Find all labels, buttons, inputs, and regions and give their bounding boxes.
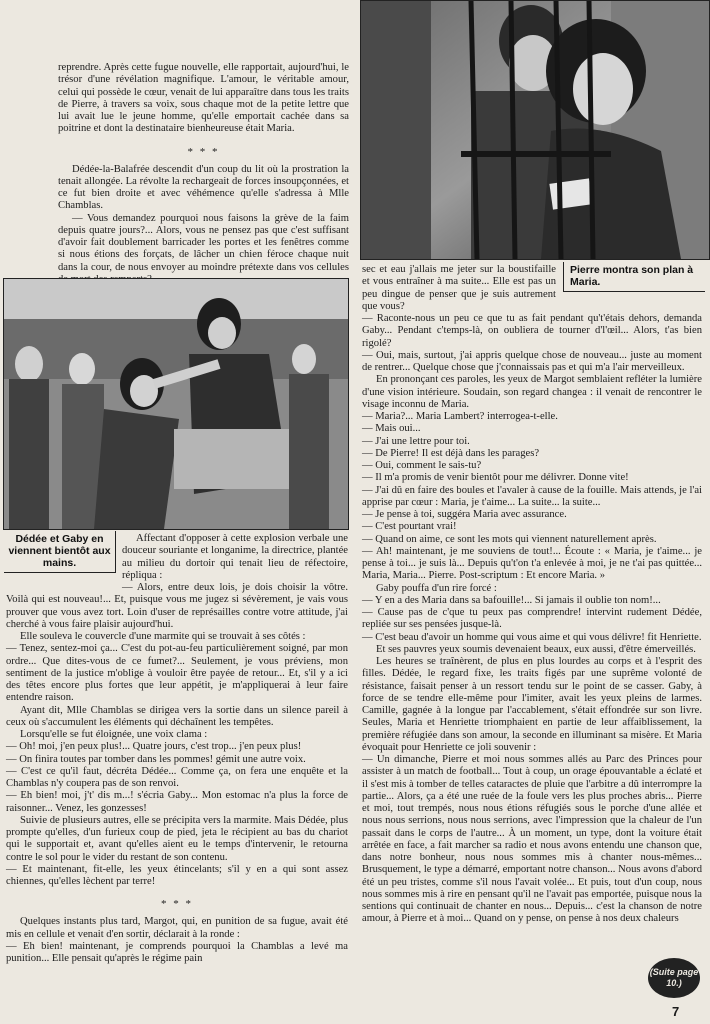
right-paragraph-15: Gaby pouffa d'un rire forcé : — [376, 582, 497, 594]
right-paragraph-9: — Il m'a promis de venir bientôt pour me délivrer. Donne vite! — [362, 472, 629, 484]
right-paragraph-18: — C'est beau d'avoir un homme qui vous aime et qui vous délivre! fit Henriette. — [362, 631, 702, 643]
caption-pierre-maria-text: Pierre montra son plan à Maria. — [563, 262, 705, 292]
right-paragraph-4: — Maria?... Maria Lambert? interrogea-t-elle. — [362, 411, 558, 422]
right-paragraph-7: — De Pierre! Il est déjà dans les parages? — [362, 447, 540, 459]
left-paragraph-7: — On finira toutes par tomber dans les pommes! gémit une autre voix. — [6, 753, 306, 765]
right-paragraph-20: Les heures se traînèrent, de plus en plus lourdes au corps et à l'esprit des filles. Dédée, le regard fixe, les traits figés par une suprême volonté de résistance, faisait penser à un ressort tendu sur le point de se casser. Gaby, à force de se tendre elle-même pour l'imiter, avait les yeux pleins de larmes. Camille, gagnée à la longue par l'accablement, s'était effondrée sur son livre. Seules, Maria et Henriette triomphaient en partie de leur affaiblissement, la première réfugiée dans son amour, la seconde en illuminant sa misère. Et Maria évoquait pour Henriette ce joli souvenir : — [362, 656, 702, 753]
right-paragraph-8: — Oui, comment le sais-tu? — [362, 460, 482, 471]
left-paragraph-0: Affectant d'opposer à cette explosion verbale une douceur souriante et longanime, la directrice, plantée au milieu du dortoir qui tenait lieu de réfectoire, répliqua : — [122, 533, 348, 581]
right-paragraph-2: — Oui, mais, surtout, j'ai appris quelque chose de nouveau... juste au moment de rentrer... Quelque chose que j'connaissais pas et qui m'a l'air merveilleux. — [362, 349, 702, 373]
caption-right-float-spacer — [556, 264, 702, 304]
caption-dedee-gaby-text: Dédée et Gaby en viennent bientôt aux mains. — [4, 531, 116, 573]
right-paragraph-6: — J'ai une lettre pour toi. — [362, 435, 470, 447]
left-paragraph-2: Elle souleva le couvercle d'une marmite qui se trouvait à ses côtés : — [20, 631, 306, 642]
page-number: 7 — [672, 1004, 680, 1019]
right-paragraph-3: En prononçant ces paroles, les yeux de Margot semblaient refléter la lumière d'une vision intérieure. Soudain, son regard changea : il venait de rencontrer le visage inconnu de Maria. — [362, 374, 702, 410]
lower-left-column — [6, 533, 348, 973]
dedee-paragraph-1: Dédée-la-Balafrée descendit d'un coup du lit où la prostration la tenait allongée. La révolte la rechargeait de forces insoupçonnées, et ce fut bien droite et avec véhémence qu'elle s'adressa à Mlle Chamblas. — [58, 163, 349, 212]
continued-badge — [648, 958, 700, 998]
continued-badge-text: (Suite page 10.) — [649, 967, 699, 988]
right-paragraph-5: — Mais oui... — [362, 423, 421, 435]
top-left-column — [58, 62, 349, 273]
left-paragraph-8: — C'est ce qu'il faut, décréta Dédée... Comme ça, on fera une enquête et la Chamblas n'y coupera pas de son renvoi. — [6, 765, 348, 789]
left-paragraph-9: — Eh bien! moi, j't' dis m...! s'écria Gaby... Mon estomac n'a plus la force de raisonner... Venez, les gonzesses! — [6, 790, 348, 814]
right-paragraph-16: — Y en a des Maria dans sa bafouille!... Si jamais il oublie ton nom!... — [362, 594, 661, 606]
right-paragraph-21: — Un dimanche, Pierre et moi nous sommes allés au Parc des Princes pour assister à un match de football... Tout à coup, un orage épouvantable a éclaté et il s'est mis à tomber de telles cataractes de pluie que l'arbitre a dû interrompre la partie... Alors, ça a été une ruée de la foule vers les plus proches abris... Pierre et moi, tout trempés, nous nous étions réfugiés sous le porche d'une allée et nous nous serrions, nous nous serrions, avec l'impression que la chaleur de l'un passait dans le corps de l'autre... À un moment, un type, dont la voiture était arrêtée en face, a fait marcher sa radio et nous avons entendu une chanson que, dans notre bonheur, nous nous sommes mis à chanter nous-mêmes... Brusquement, le type a démarré, emportant notre chanson... Nous avons d'abord été un peu tristes, comme s'il nous l'avait volée... Et puis, tout d'un coup, nous nous sommes mis à rire en pensant qu'il ne l'avait pas emportée, puisque nous la sentions qui continuait de chanter en nous... Depuis... c'est la chanson de notre amour, à Pierre et à moi... Quand on y pense, on pense à nos deux chaleurs — [362, 754, 702, 925]
right-paragraph-10: — J'ai dû en faire des boules et l'avaler à cause de la fouille. Mais attends, je l'ai apprise par cœur : Maria, je t'aime... La suite... la suite... — [362, 484, 702, 508]
photo-pierre-maria — [360, 0, 710, 260]
right-column — [362, 264, 702, 1014]
photo-dedee-gaby — [3, 278, 349, 530]
margot-paragraph-1: Quelques instants plus tard, Margot, qui, en punition de sa fugue, avait été mis en cellule et venait d'en sortir, déclarait à la ronde : — [6, 916, 348, 940]
right-paragraph-1: — Raconte-nous un peu ce que tu as fait pendant qu't'étais dehors, demanda Gaby... Pendant c'temps-là, on oubliera de tourner d'l'œil... Alors, t'as bien rigolé? — [362, 313, 702, 349]
margot-paragraph-2: — Eh bien! maintenant, je comprends pourquoi la Chamblas a levé ma punition... Elle pensait qu'après le régime pain — [6, 940, 348, 964]
intro-paragraph: reprendre. Après cette fugue nouvelle, elle rapportait, aujourd'hui, le trésor d'une révélation magnifique. L'amour, le véritable amour, celui qui possède le cœur, venait de lui apparaître dans tous les traits de Pierre, à travers sa voix, sous chaque mot de la petite lettre que lui avait lue le jeune homme, qu'elle emportait cachée dans sa poitrine et dont la destinataire bienheureuse était Maria. — [58, 62, 349, 135]
left-paragraph-5: Lorsqu'elle se fut éloignée, une voix clama : — [20, 729, 208, 740]
left-paragraph-6: — Oh! moi, j'en peux plus!... Quatre jours, c'est trop... j'en peux plus! — [6, 741, 302, 753]
right-paragraph-12: — C'est pourtant vrai! — [362, 521, 457, 533]
right-paragraph-11: — Je pense à toi, suggéra Maria avec assurance. — [362, 509, 567, 520]
right-paragraph-17: — Cause pas de c'que tu peux pas comprendre! intervint rudement Dédée, repliée sur ses pensées jusque-là. — [362, 607, 702, 631]
right-paragraph-14: — Ah! maintenant, je me souviens de tout!... Écoute : « Maria, je t'aime... je pense à toi... je suis là... Depuis qu't'on t'a enlevée à moi, je ne t'ai pas quittée... Maria, Maria... Pierre. Post-scriptum : Et encore Maria. » — [362, 545, 702, 582]
right-paragraph-13: — Quand on aime, ce sont les mots qui viennent naturellement après. — [362, 533, 657, 545]
left-paragraph-11: — Et maintenant, fit-elle, les yeux étincelants; s'il y en a qui sont assez chiennes, qu'elles lèchent par terre! — [6, 863, 348, 887]
right-paragraph-19: Et ses pauvres yeux soumis devenaient beaux, eux aussi, d'être émerveillés. — [376, 643, 696, 655]
right-paragraph-0: sec et eau j'allais me jeter sur la boustifaille et vous entraîner à ma suite... Elle est pas un peu dingue de penser que je suis autrement que vous? — [362, 264, 556, 312]
left-paragraph-3: — Tenez, sentez-moi ça... C'est du pot-au-feu particulièrement soigné, par mon ordre... Que dites-vous de ce fumet?... Seulement, je vous préviens, mon sentiment de la justice m'oblige à vouloir être payée de retour... Et, s'il y a ici des têtes encore plus fortes que leur appétit, je m'appliquerai à leur faire entendre raison. — [6, 643, 348, 704]
photo-pierre-maria-image — [361, 1, 709, 259]
section-separator-2: * * * — [161, 898, 193, 911]
caption-float-spacer — [6, 533, 122, 583]
left-paragraph-1: — Alors, entre deux lois, je dois choisir la vôtre. Voilà qui est nouveau!... Et, puisque vous me jugez si sévèrement, je vais vous prouver que vous avez tort. Loin d'user de représailles contre votre attitude, j'ai cherché à vous faire plaisir aujourd'hui. — [6, 582, 348, 630]
photo-dedee-gaby-image — [4, 279, 348, 529]
left-paragraph-10: Suivie de plusieurs autres, elle se précipita vers la marmite. Mais Dédée, plus prompte qu'elles, d'un furieux coup de pied, jeta le récipient au bas du chariot qui le supportait et, avant qu'elles aient eu le temps d'intervenir, le retourna contre le sol pour le vider du restant de son contenu. — [6, 814, 349, 863]
dedee-paragraph-2: — Vous demandez pourquoi nous faisons la grève de la faim depuis quatre jours?... Alors, vous ne pensez pas que c'est suffisant d'avoir fait doublement barricader les portes et les fenêtres comme si nous étions des forçats, de lâcher un chien féroce chaque nuit dans la cour, de nous envoyer au moindre prétexte dans vos cellules — [58, 212, 349, 273]
section-separator: * * * — [187, 145, 220, 158]
left-paragraph-4: Ayant dit, Mlle Chamblas se dirigea vers la sortie dans un silence pareil à ceux où s'accumulent les éléments qui déchaînent les tempêtes. — [6, 704, 348, 728]
